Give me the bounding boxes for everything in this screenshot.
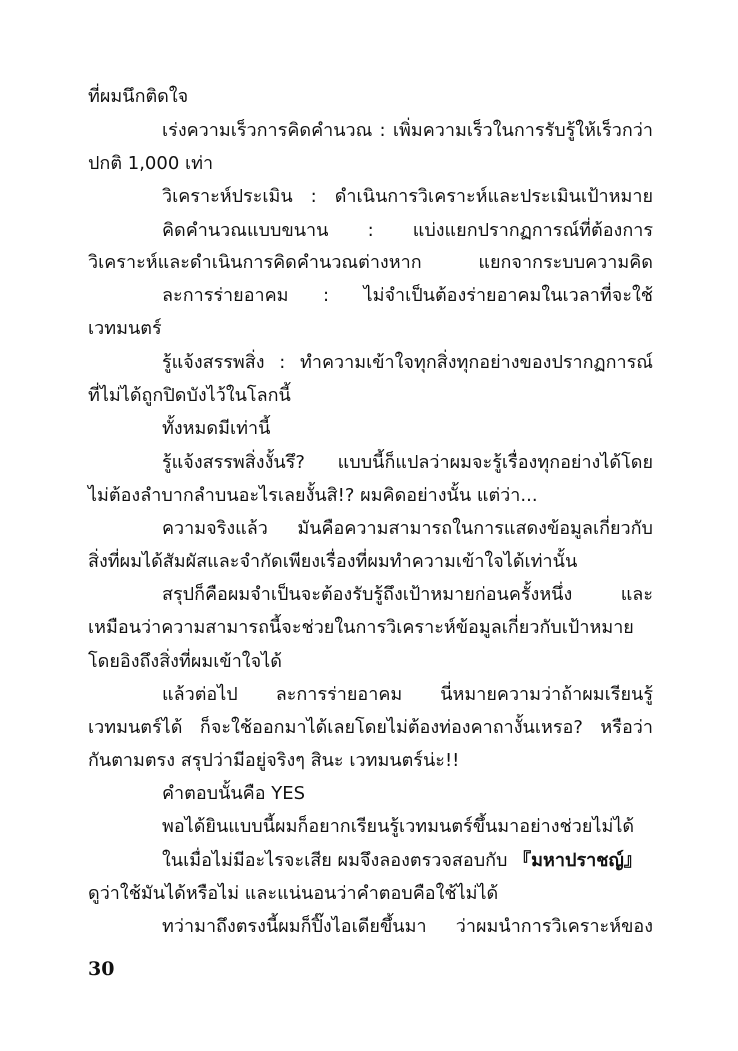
text-line: เร่งความเร็วการคิดคำนวณ : เพิ่มความเร็วในการรับรู้ให้เร็วกว่า [162,120,653,141]
text-line: รู้แจ้งสรรพสิ่งงั้นรึ? แบบนี้ก็แปลว่าผมจะรู้เรื่องทุกอย่างได้โดย [162,452,653,473]
text-line: ปกติ 1,000 เท่า [88,153,214,174]
text-line: ทั้งหมดมีเท่านี้ [162,418,271,439]
text-line: คิดคำนวณแบบขนาน : แบ่งแยกปรากฏการณ์ที่ต้องการ [162,220,653,241]
text-segment: ในเมื่อไม่มีอะไรจะเสีย ผมจึงลองตรวจสอบกับ [162,850,514,871]
text-line: ที่ไม่ได้ถูกปิดบังไว้ในโลกนี้ [88,385,291,406]
page-number: 30 [88,958,115,980]
text-line: ทว่ามาถึงตรงนี้ผมก็ปิ๊งไอเดียขึ้นมา ว่าผมนำการวิเคราะห์ของ [162,916,653,937]
text-line: เวทมนตร์ [88,318,162,339]
text-line: เหมือนว่าความสามารถนี้จะช่วยในการวิเคราะห์ข้อมูลเกี่ยวกับเป้าหมาย [88,617,634,638]
text-line: ที่ผมนึกติดใจ [88,86,189,107]
text-line: ไม่ต้องลำบากลำบนอะไรเลยงั้นสิ!? ผมคิดอย่างนั้น แต่ว่า... [88,485,538,506]
text-line: แล้วต่อไป ละการร่ายอาคม นี่หมายความว่าถ้าผมเรียนรู้ [162,684,653,705]
text-line: วิเคราะห์ประเมิน : ดำเนินการวิเคราะห์และประเมินเป้าหมาย [162,186,653,207]
text-line: ดูว่าใช้มันได้หรือไม่ และแน่นอนว่าคำตอบคือใช้ไม่ได้ [88,883,499,904]
text-line: เวทมนตร์ได้ ก็จะใช้ออกมาได้เลยโดยไม่ต้องท่องคาถางั้นเหรอ? หรือว่า [88,717,653,738]
text-line: รู้แจ้งสรรพสิ่ง : ทำความเข้าใจทุกสิ่งทุกอย่างของปรากฏการณ์ [162,352,653,373]
text-line: สรุปก็คือผมจำเป็นจะต้องรับรู้ถึงเป้าหมายก่อนครั้งหนึ่ง และ [162,584,653,605]
book-title-mahaprat: 『มหาปราชญ์』 [513,850,642,871]
text-line: พอได้ยินแบบนี้ผมก็อยากเรียนรู้เวทมนตร์ขึ้นมาอย่างช่วยไม่ได้ [162,816,635,837]
text-line: กันตามตรง สรุปว่ามีอยู่จริงๆ สินะ เวทมนตร์น่ะ!! [88,750,460,771]
text-line: สิ่งที่ผมได้สัมผัสและจำกัดเพียงเรื่องที่ผมทำความเข้าใจได้เท่านั้น [88,551,578,572]
text-line [162,845,653,877]
text-line: โดยอิงถึงสิ่งที่ผมเข้าใจได้ [88,651,282,672]
text-line: วิเคราะห์และดำเนินการคิดคำนวณต่างหาก แยกจากระบบความคิด [88,252,653,273]
text-line: ความจริงแล้ว มันคือความสามารถในการแสดงข้อมูลเกี่ยวกับ [162,518,653,539]
text-line: ละการร่ายอาคม : ไม่จำเป็นต้องร่ายอาคมในเวลาที่จะใช้ [162,285,653,306]
text-line: คำตอบนั้นคือ YES [162,783,306,804]
